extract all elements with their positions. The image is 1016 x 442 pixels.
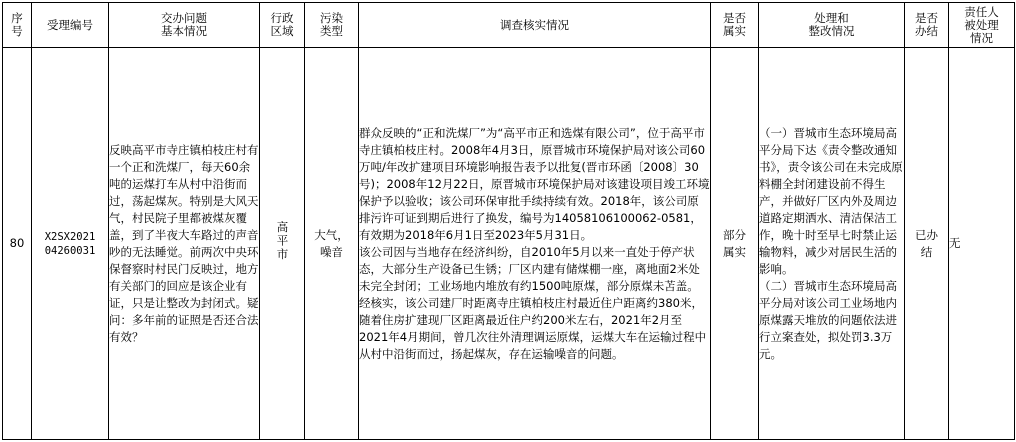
header-seq: 序 号	[3, 3, 32, 48]
cell-verified: 部分 属实	[711, 48, 759, 440]
cell-done: 已办 结	[905, 48, 949, 440]
cell-pollution: 大气， 噪音	[305, 48, 359, 440]
cell-investigation: 群众反映的“正和洗煤厂”为“高平市正和选煤有限公司”，位于高平市寺庄镇柏枝庄村。2008年4月3日，原晋城市环境保护局对该公司60万吨/年改扩建项目环境影响报告表予以批复(晋市环函〔2008〕30号)；2008年12月22日，原晋城市环境保护局对该建设项目竣工环境保护予以验收；该公司环保审批手续持续有效。2018年，该公司原排污许可证到期后进行了换发，编号为14058106100062-0581，有效期为2018年6月1日至2023年5月31日。 该公司因与当地存在经济纠纷，自2010年5月以来一直处于停产状态，大部分生产设备已生锈；厂区内建有储煤棚一座，离地面2米处未完全封闭；工业场地内堆放有约1500吨原煤，部分原煤未苫盖。 经核实，该公司建厂时距离寺庄镇柏枝庄村最近住户距离约380米，随着住房扩建现厂区距离最近住户约200米左右，2021年2月至2021年4月期间，曾几次往外清理调运原煤，运煤大车在运输过程中从村中沿街而过，扬起煤灰，存在运输噪音的问题。	[359, 48, 711, 440]
header-region: 行政 区域	[260, 3, 305, 48]
cell-issue: 反映高平市寺庄镇柏枝庄村有一个正和洗煤厂，每天60余吨的运煤打车从村中沿街而过，荡起煤灰。特别是大风天气，村民院子里都被煤灰覆盖，到了半夜大车路过的声音吵的无法睡觉。前两次中央环保督察时村民门反映过，地方有关部门的回应是该企业有证，只是让整改为封闭式。疑问：多年前的证照是否还合法有效？	[109, 48, 260, 440]
cell-rectification: （一）晋城市生态环境局高平分局下达《责令整改通知书》，责令该公司在未完成原料棚全封闭建设前不得生产，并做好厂区内外及周边道路定期洒水、清洁保洁工作，晚十时至早七时禁止运输物料，减少对居民生活的影响。 （二）晋城市生态环境局高平分局对该公司工业场地内原煤露天堆放的问题依法进行立案查处，拟处罚3.3万元。	[759, 48, 905, 440]
header-done: 是否 办结	[905, 3, 949, 48]
header-case-no: 受理编号	[32, 3, 109, 48]
header-verified: 是否 属实	[711, 3, 759, 48]
header-responsible: 责任人 被处理 情况	[949, 3, 1015, 48]
cell-seq: 80	[3, 48, 32, 440]
cell-case-no: X2SX2021 04260031	[32, 48, 109, 440]
header-pollution: 污染 类型	[305, 3, 359, 48]
header-row	[3, 3, 1015, 48]
header-investigation: 调查核实情况	[359, 3, 711, 48]
cell-responsible: 无	[949, 48, 1015, 440]
table-row	[3, 48, 1015, 440]
cell-region: 高平市	[260, 48, 305, 440]
header-issue: 交办问题 基本情况	[109, 3, 260, 48]
supervision-table	[2, 2, 1015, 440]
header-rectification: 处理和 整改情况	[759, 3, 905, 48]
